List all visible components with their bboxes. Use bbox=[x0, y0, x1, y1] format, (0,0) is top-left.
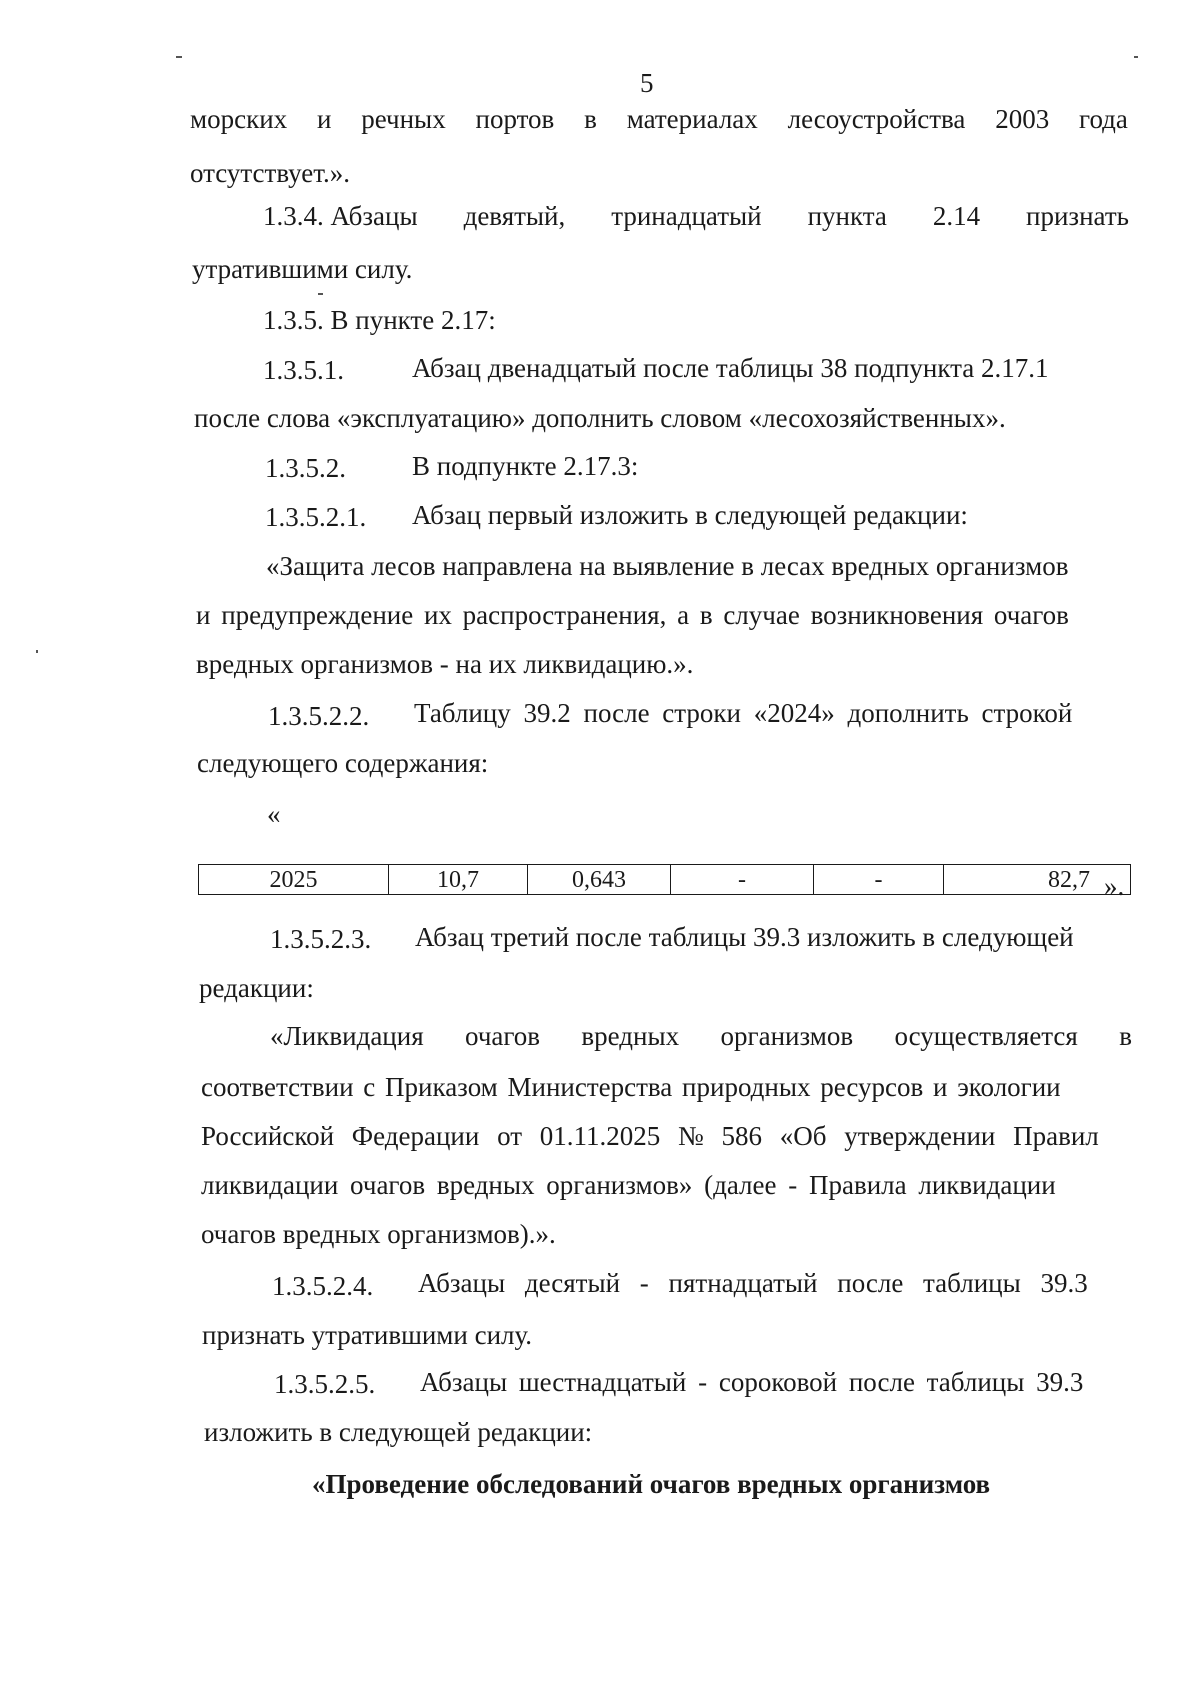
table-cell: - bbox=[814, 865, 944, 895]
item-number: 1.3.5.2.3. bbox=[270, 924, 372, 954]
word: портов bbox=[475, 104, 555, 134]
paragraph-line-7: после слова «эксплуатацию» дополнить словом «лесохозяйственных». bbox=[194, 403, 1006, 433]
word: лесоустройства bbox=[787, 104, 966, 134]
paragraph-line-18: соответствии с Приказом Министерства природных ресурсов и экологии bbox=[201, 1072, 1061, 1102]
paragraph-line-21: очагов вредных организмов).». bbox=[201, 1219, 556, 1249]
paragraph-line-8: В подпункте 2.17.3: bbox=[412, 451, 639, 481]
paragraph-line-5: 1.3.5. В пункте 2.17: bbox=[263, 305, 496, 335]
paragraph-line-20: ликвидации очагов вредных организмов» (далее - Правила ликвидации bbox=[201, 1170, 1056, 1200]
table-row bbox=[199, 865, 1131, 895]
paragraph-line-22: Абзацы десятый - пятнадцатый после таблицы 39.3 bbox=[418, 1268, 1088, 1298]
word: 2.14 bbox=[932, 201, 981, 231]
paragraph-line-4: утратившими силу. bbox=[192, 254, 413, 284]
item-number: 1.3.5.2.2. bbox=[268, 701, 370, 731]
paragraph-line-11: и предупреждение их распространения, а в случае возникновения очагов bbox=[196, 600, 1069, 630]
table-cell-year: 2025 bbox=[199, 865, 389, 895]
paragraph-line-13: Таблицу 39.2 после строки «2024» дополнить строкой bbox=[414, 698, 1073, 728]
paragraph-line-17 bbox=[270, 1020, 1132, 1052]
word: и bbox=[316, 104, 332, 134]
word: признать bbox=[1026, 201, 1129, 231]
word: в bbox=[1119, 1021, 1132, 1051]
word: вредных bbox=[581, 1021, 680, 1051]
item-number: 1.3.5.2. bbox=[265, 453, 346, 483]
word: 1.3.4. Абзацы bbox=[263, 201, 418, 231]
word: пункта bbox=[807, 201, 887, 231]
scan-speck bbox=[176, 56, 182, 58]
table-cell: 82,7 bbox=[944, 865, 1131, 895]
item-number: 1.3.5.1. bbox=[263, 355, 344, 385]
paragraph-line-15: Абзац третий после таблицы 39.3 изложить в следующей bbox=[415, 922, 1074, 952]
paragraph-line-24: Абзацы шестнадцатый - сороковой после таблицы 39.3 bbox=[420, 1367, 1084, 1397]
word: организмов bbox=[720, 1021, 854, 1051]
paragraph-line-25: изложить в следующей редакции: bbox=[204, 1417, 593, 1447]
paragraph-line-3 bbox=[263, 200, 1129, 232]
paragraph-line-10: «Защита лесов направлена на выявление в лесах вредных организмов bbox=[266, 551, 1069, 581]
paragraph-line-19: Российской Федерации от 01.11.2025 № 586 «Об утверждении Правил bbox=[201, 1121, 1099, 1151]
paragraph-line-14: следующего содержания: bbox=[197, 748, 489, 778]
scan-speck bbox=[36, 650, 38, 653]
quote-open: « bbox=[267, 799, 281, 829]
inserted-table-row bbox=[198, 864, 1131, 895]
word: девятый, bbox=[463, 201, 566, 231]
item-number: 1.3.5.2.5. bbox=[274, 1369, 376, 1399]
item-number: 1.3.5.2.4. bbox=[272, 1271, 374, 1301]
word: речных bbox=[361, 104, 446, 134]
table-cell: 0,643 bbox=[528, 865, 671, 895]
word: «Ликвидация bbox=[270, 1021, 424, 1051]
table-cell: 10,7 bbox=[389, 865, 528, 895]
word: очагов bbox=[465, 1021, 541, 1051]
word: 2003 bbox=[995, 104, 1050, 134]
paragraph-line-9: Абзац первый изложить в следующей редакции: bbox=[412, 500, 968, 530]
paragraph-line-16: редакции: bbox=[199, 973, 314, 1003]
scan-speck bbox=[1134, 56, 1138, 58]
word: года bbox=[1079, 104, 1128, 134]
item-number: 1.3.5.2.1. bbox=[265, 502, 367, 532]
paragraph-line-6: Абзац двенадцатый после таблицы 38 подпункта 2.17.1 bbox=[412, 353, 1049, 383]
paragraph-line-1 bbox=[190, 103, 1128, 135]
page-number: 5 bbox=[640, 68, 654, 98]
scan-speck bbox=[318, 293, 323, 295]
paragraph-line-23: признать утратившими силу. bbox=[202, 1320, 533, 1350]
word: осуществляется bbox=[894, 1021, 1078, 1051]
word: тринадцатый bbox=[611, 201, 762, 231]
section-heading: «Проведение обследований очагов вредных организмов bbox=[312, 1469, 991, 1499]
paragraph-line-2: отсутствует.». bbox=[190, 158, 351, 188]
quote-close: ». bbox=[1104, 871, 1125, 901]
word: морских bbox=[190, 104, 288, 134]
word: в bbox=[584, 104, 597, 134]
word: материалах bbox=[626, 104, 758, 134]
table-cell: - bbox=[671, 865, 814, 895]
paragraph-line-12: вредных организмов - на их ликвидацию.». bbox=[196, 649, 694, 679]
